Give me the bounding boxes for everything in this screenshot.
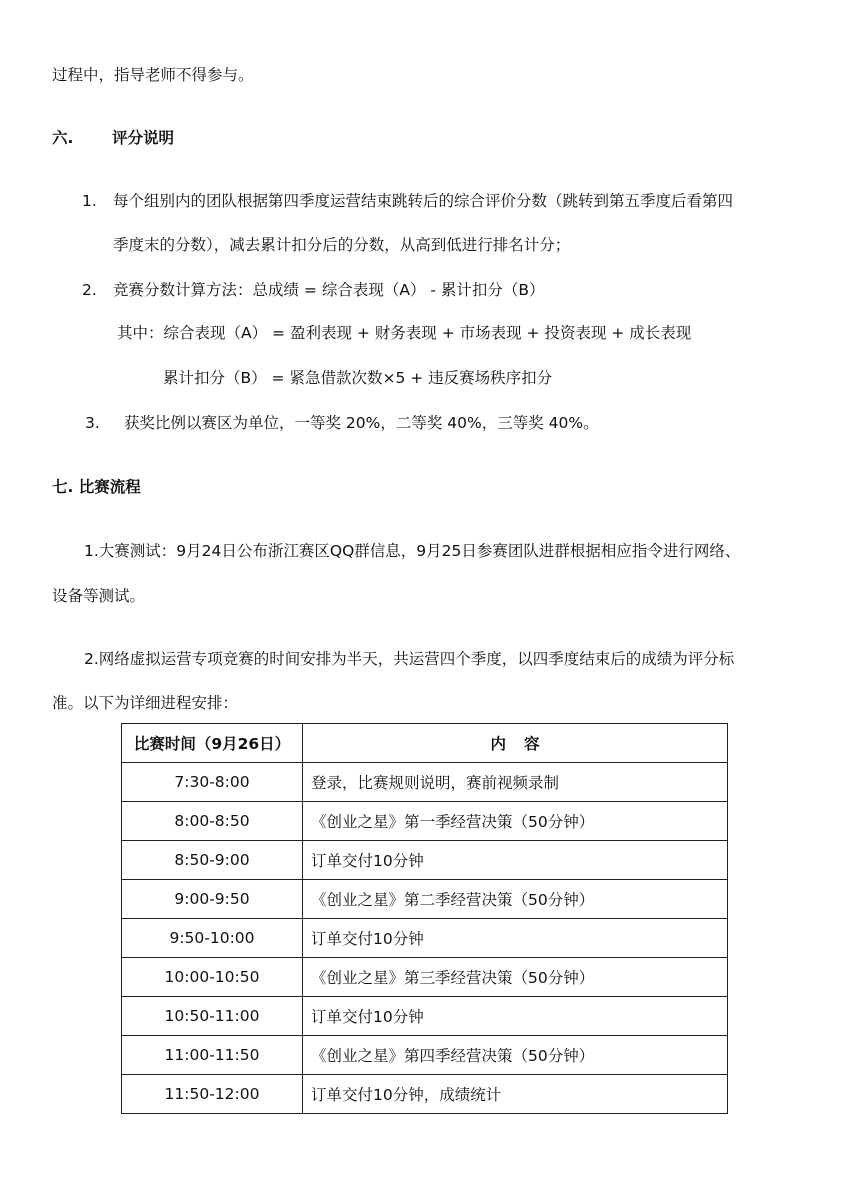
section7-title: 七. 比赛流程 bbox=[52, 478, 141, 496]
table-row bbox=[122, 958, 728, 997]
table-row bbox=[122, 763, 728, 802]
row-time: 9:00-9:50 bbox=[122, 880, 303, 919]
row-content: 《创业之星》第二季经营决策（50分钟） bbox=[303, 880, 728, 919]
item2-text: 竞赛分数计算方法：总成绩 = 综合表现（A） - 累计扣分（B） bbox=[113, 281, 545, 299]
row-content: 《创业之星》第四季经营决策（50分钟） bbox=[303, 1036, 728, 1075]
row-content: 订单交付10分钟 bbox=[303, 919, 728, 958]
item2-number: 2. bbox=[82, 281, 97, 299]
header-content-label: 内容 bbox=[490, 735, 558, 753]
section7-p1-line1: 1.大赛测试：9月24日公布浙江赛区QQ群信息，9月25日参赛团队进群根据相应指令进行网络、 bbox=[84, 542, 741, 560]
row-content: 订单交付10分钟 bbox=[303, 841, 728, 880]
row-content: 登录，比赛规则说明，赛前视频录制 bbox=[303, 763, 728, 802]
table-row bbox=[122, 880, 728, 919]
table-row bbox=[122, 802, 728, 841]
section7-p2-line2: 准。以下为详细进程安排： bbox=[52, 694, 239, 712]
row-content: 《创业之星》第一季经营决策（50分钟） bbox=[303, 802, 728, 841]
schedule-table bbox=[121, 723, 728, 1114]
item3-text: 获奖比例以赛区为单位，一等奖 20%，二等奖 40%，三等奖 40%。 bbox=[124, 414, 599, 432]
header-content bbox=[303, 724, 728, 763]
section7-p2-line1: 2.网络虚拟运营专项竞赛的时间安排为半天，共运营四个季度，以四季度结束后的成绩为评分标 bbox=[84, 650, 735, 668]
row-content: 《创业之星》第三季经营决策（50分钟） bbox=[303, 958, 728, 997]
item1-number: 1. bbox=[82, 192, 97, 210]
formula-a: 其中：综合表现（A） = 盈利表现 + 财务表现 + 市场表现 + 投资表现 + 成长表现 bbox=[117, 324, 692, 342]
section6-number: 六. bbox=[52, 129, 74, 147]
row-time: 8:50-9:00 bbox=[122, 841, 303, 880]
table-row bbox=[122, 919, 728, 958]
item1-line2: 季度末的分数），减去累计扣分后的分数，从高到低进行排名计分； bbox=[113, 236, 571, 254]
row-time: 7:30-8:00 bbox=[122, 763, 303, 802]
formula-b: 累计扣分（B） = 紧急借款次数×5 + 违反赛场秩序扣分 bbox=[163, 369, 553, 387]
row-time: 11:00-11:50 bbox=[122, 1036, 303, 1075]
item3-number: 3. bbox=[85, 414, 100, 432]
row-content: 订单交付10分钟 bbox=[303, 997, 728, 1036]
row-time: 9:50-10:00 bbox=[122, 919, 303, 958]
section7-p1-line2: 设备等测试。 bbox=[52, 587, 146, 605]
table-header-row bbox=[122, 724, 728, 763]
section6-title: 评分说明 bbox=[112, 129, 175, 147]
table-row bbox=[122, 1036, 728, 1075]
row-time: 8:00-8:50 bbox=[122, 802, 303, 841]
row-content: 订单交付10分钟，成绩统计 bbox=[303, 1075, 728, 1114]
row-time: 10:50-11:00 bbox=[122, 997, 303, 1036]
item1-line1: 每个组别内的团队根据第四季度运营结束跳转后的综合评价分数（跳转到第五季度后看第四 bbox=[113, 192, 734, 210]
row-time: 10:00-10:50 bbox=[122, 958, 303, 997]
table-row bbox=[122, 997, 728, 1036]
table-row bbox=[122, 1075, 728, 1114]
row-time: 11:50-12:00 bbox=[122, 1075, 303, 1114]
table-row bbox=[122, 841, 728, 880]
intro-tail-text: 过程中，指导老师不得参与。 bbox=[52, 66, 254, 84]
header-time: 比赛时间（9月26日） bbox=[122, 724, 303, 763]
